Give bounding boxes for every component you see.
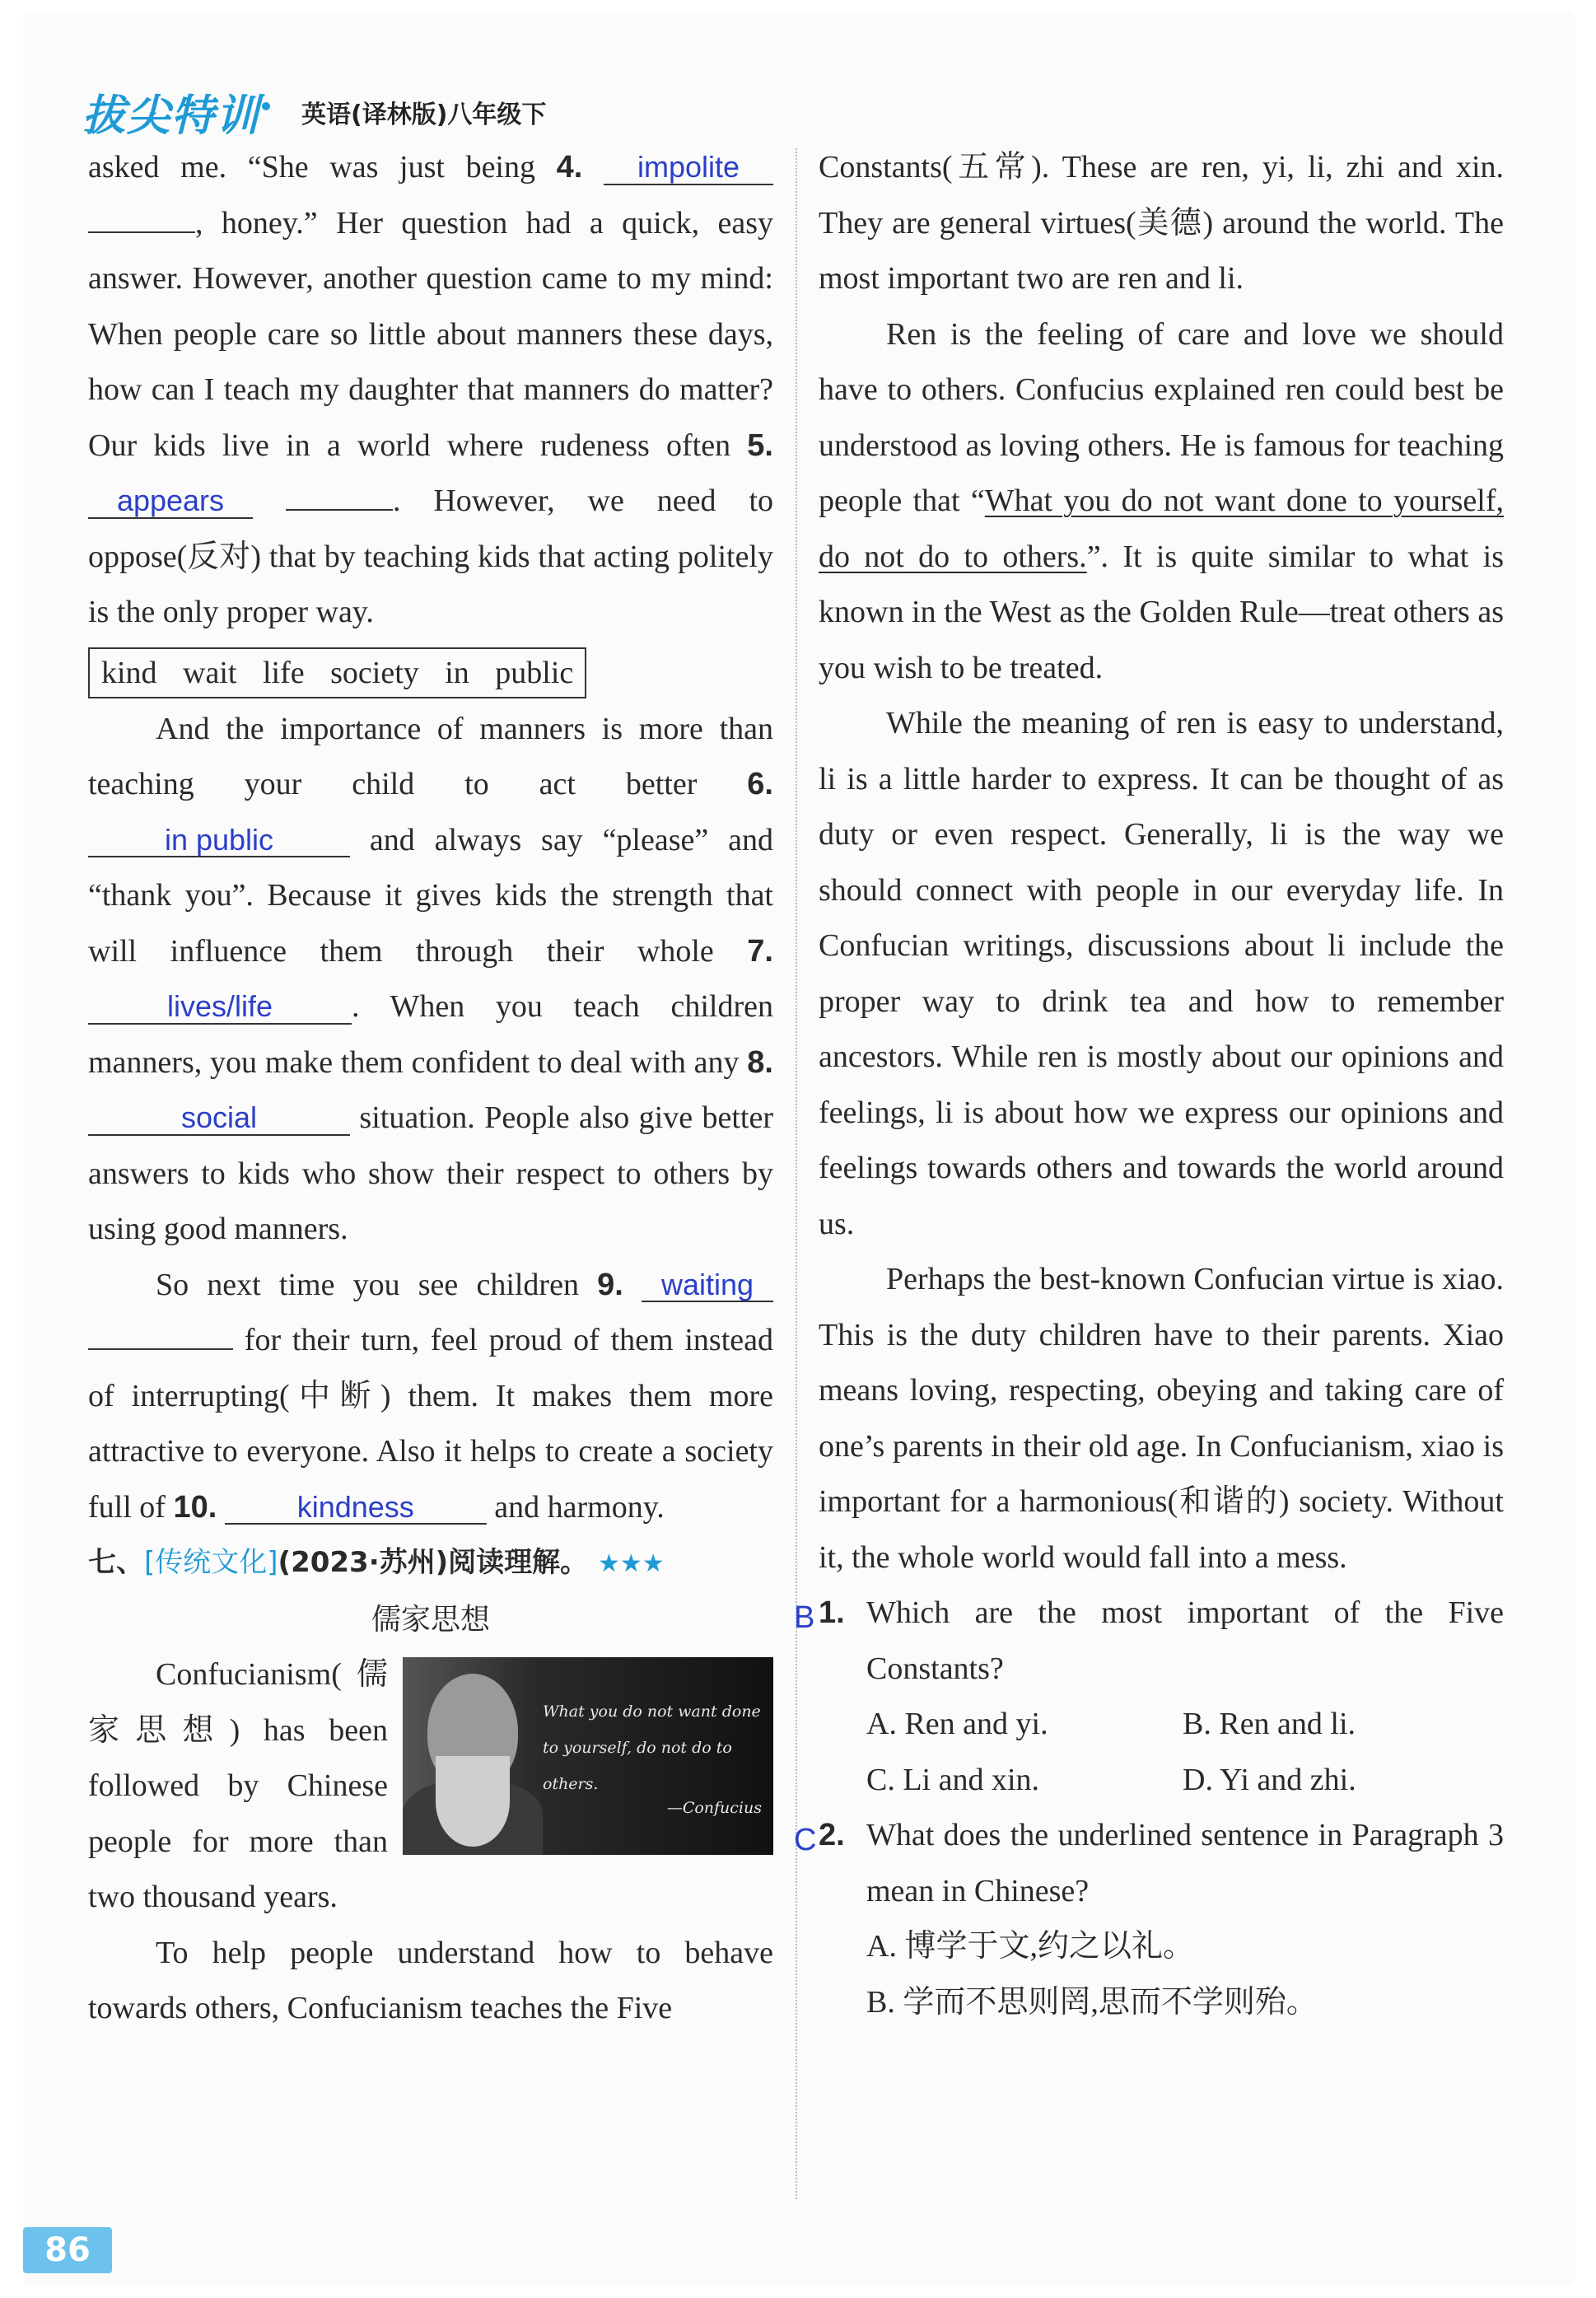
passage-title: 儒家思想 [371, 1602, 490, 1637]
answer-blank-4[interactable]: impolite [604, 151, 773, 185]
image-attribution: —Confucius [666, 1799, 762, 1817]
question-2-answer: C [794, 1823, 817, 1857]
paragraph [819, 307, 1504, 697]
word-bank-box: kind wait life society in public [88, 647, 586, 698]
question-text: What does the underlined sentence in Paragraph 3 mean in Chinese? [866, 1818, 1504, 1908]
section-source: (2023·苏州)阅读理解。 [278, 1546, 589, 1579]
text: situation. People also give better answers to kids who show their respect to others by using good manners. [88, 1100, 773, 1246]
underlined-sentence: What you do not want done to yourself, do not do to others. [819, 483, 1504, 574]
text: . When you teach children manners, you make them confident to deal with any [88, 989, 773, 1080]
text: So next time you see children [156, 1267, 598, 1302]
option-b[interactable]: B. 学而不思则罔,思而不学则殆。 [866, 1984, 1318, 2020]
brand-logo: 拔尖特训 [82, 91, 261, 141]
option-b[interactable]: B. Ren and li. [1183, 1707, 1356, 1741]
text: and harmony. [486, 1489, 665, 1525]
blank-number: 9. [597, 1267, 623, 1302]
question-text: Which are the most important of the Five Constants? [866, 1595, 1504, 1686]
blank-number: 8. [747, 1044, 773, 1080]
question-number: 2. [819, 1818, 845, 1852]
question-1 [794, 1586, 1504, 1697]
options-row [819, 1753, 1504, 1809]
figure-beard [436, 1756, 510, 1847]
paragraph [88, 702, 773, 1258]
paragraph [88, 1258, 773, 1536]
brand-dot [262, 102, 270, 110]
image-quote: What you do not want done to yourself, do not do to others. [543, 1702, 761, 1793]
blank-number: 6. [747, 767, 773, 801]
text: , honey.” Her question had a quick, easy answer. However, another question came to my mind: When people care so little about manners these days, how can I teach my daughter that manners do matter? Our kids live in a world where rudeness often [88, 205, 773, 463]
section-number: 七、 [88, 1546, 144, 1579]
left-column [88, 140, 773, 2037]
answer-blank-5[interactable]: appears [88, 484, 253, 519]
difficulty-stars: ★★★ [598, 1549, 665, 1578]
blank-number: 10. [173, 1489, 217, 1525]
section-tag: [传统文化] [144, 1546, 278, 1579]
paragraph: While the meaning of ren is easy to understand, li is a little harder to express. It can be thought of as duty or even respect. Generally, li is the way we should connect with people in our everyday life. In Confucian writings, discussions about li include the proper way to drink tea and how to remember ancestors. While ren is mostly about our opinions and feelings, li is about how we express our opinions and feelings towards others and towards the world around us. [819, 706, 1504, 1241]
text: And the importance of manners is more than teaching your child to act better [88, 711, 773, 801]
right-column [794, 140, 1504, 2030]
option-a[interactable]: A. 博学于文,约之以礼。 [866, 1929, 1194, 1964]
paragraph: Confucianism(儒家思想) has been followed by Chinese people for more than two thousand years. [88, 1657, 388, 1914]
answer-blank-8[interactable]: social [88, 1101, 350, 1136]
text: ”. It is quite similar to what is known in the West as the Golden Rule—treat others as you wish to be treated. [819, 539, 1504, 685]
answer-blank-4-cont [88, 231, 195, 233]
blank-number: 5. [747, 427, 773, 463]
answer-blank-9[interactable]: waiting [642, 1268, 773, 1303]
answer-blank-9-cont [88, 1348, 233, 1350]
text: asked me. “She was just being [88, 150, 557, 184]
text: and always say “please” and “thank you”. Because it gives kids the strength that will influence them through their whole [88, 822, 773, 969]
text: for their turn, feel proud of them instead of interrupting(中断) them. It makes them more attractive to everyone. Also it helps to create a society full of [88, 1323, 773, 1525]
answer-blank-6[interactable]: in public [88, 824, 350, 858]
option-c[interactable]: C. Li and xin. [866, 1762, 1040, 1797]
option-d[interactable]: D. Yi and zhi. [1183, 1762, 1356, 1797]
answer-blank-10[interactable]: kindness [225, 1491, 487, 1525]
blank-number: 4. [556, 150, 583, 184]
options-row [819, 1697, 1504, 1753]
column-divider [796, 148, 797, 2199]
page-number: 86 [23, 2227, 112, 2273]
question-2 [794, 1808, 1504, 1919]
paragraph: To help people understand how to behave towards others, Confucianism teaches the Five [88, 1935, 773, 2025]
blank-number: 7. [747, 933, 773, 969]
confucius-image [403, 1657, 773, 1855]
paragraph: Perhaps the best-known Confucian virtue is xiao. This is the duty children have to their parents. Xiao means loving, respecting, obeying and taking care of one’s parents in their old age. In Confucianism, xiao is important for a harmonious(和谐的) society. Without it, the whole world would fall into a mess. [819, 1262, 1504, 1575]
section-heading [88, 1535, 773, 1592]
subject-title: 英语(译林版)八年级下 [301, 100, 547, 129]
text: . However, we need to oppose(反对) that by teaching kids that acting politely is the only proper way. [88, 483, 773, 629]
paragraph [88, 140, 773, 641]
question-number: 1. [819, 1595, 845, 1630]
paragraph: Constants(五常). These are ren, yi, li, zhi and xin. They are general virtues(美德) around the world. The most important two are ren and li. [819, 150, 1504, 296]
option-a[interactable]: A. Ren and yi. [866, 1707, 1048, 1741]
answer-blank-7[interactable]: lives/life [88, 990, 352, 1025]
answer-blank-5-cont [286, 509, 393, 511]
text: Ren is the feeling of care and love we should have to others. Confucius explained ren could best be understood as loving others. He is famous for teaching people that “ [819, 316, 1504, 518]
question-1-answer: B [794, 1600, 815, 1635]
